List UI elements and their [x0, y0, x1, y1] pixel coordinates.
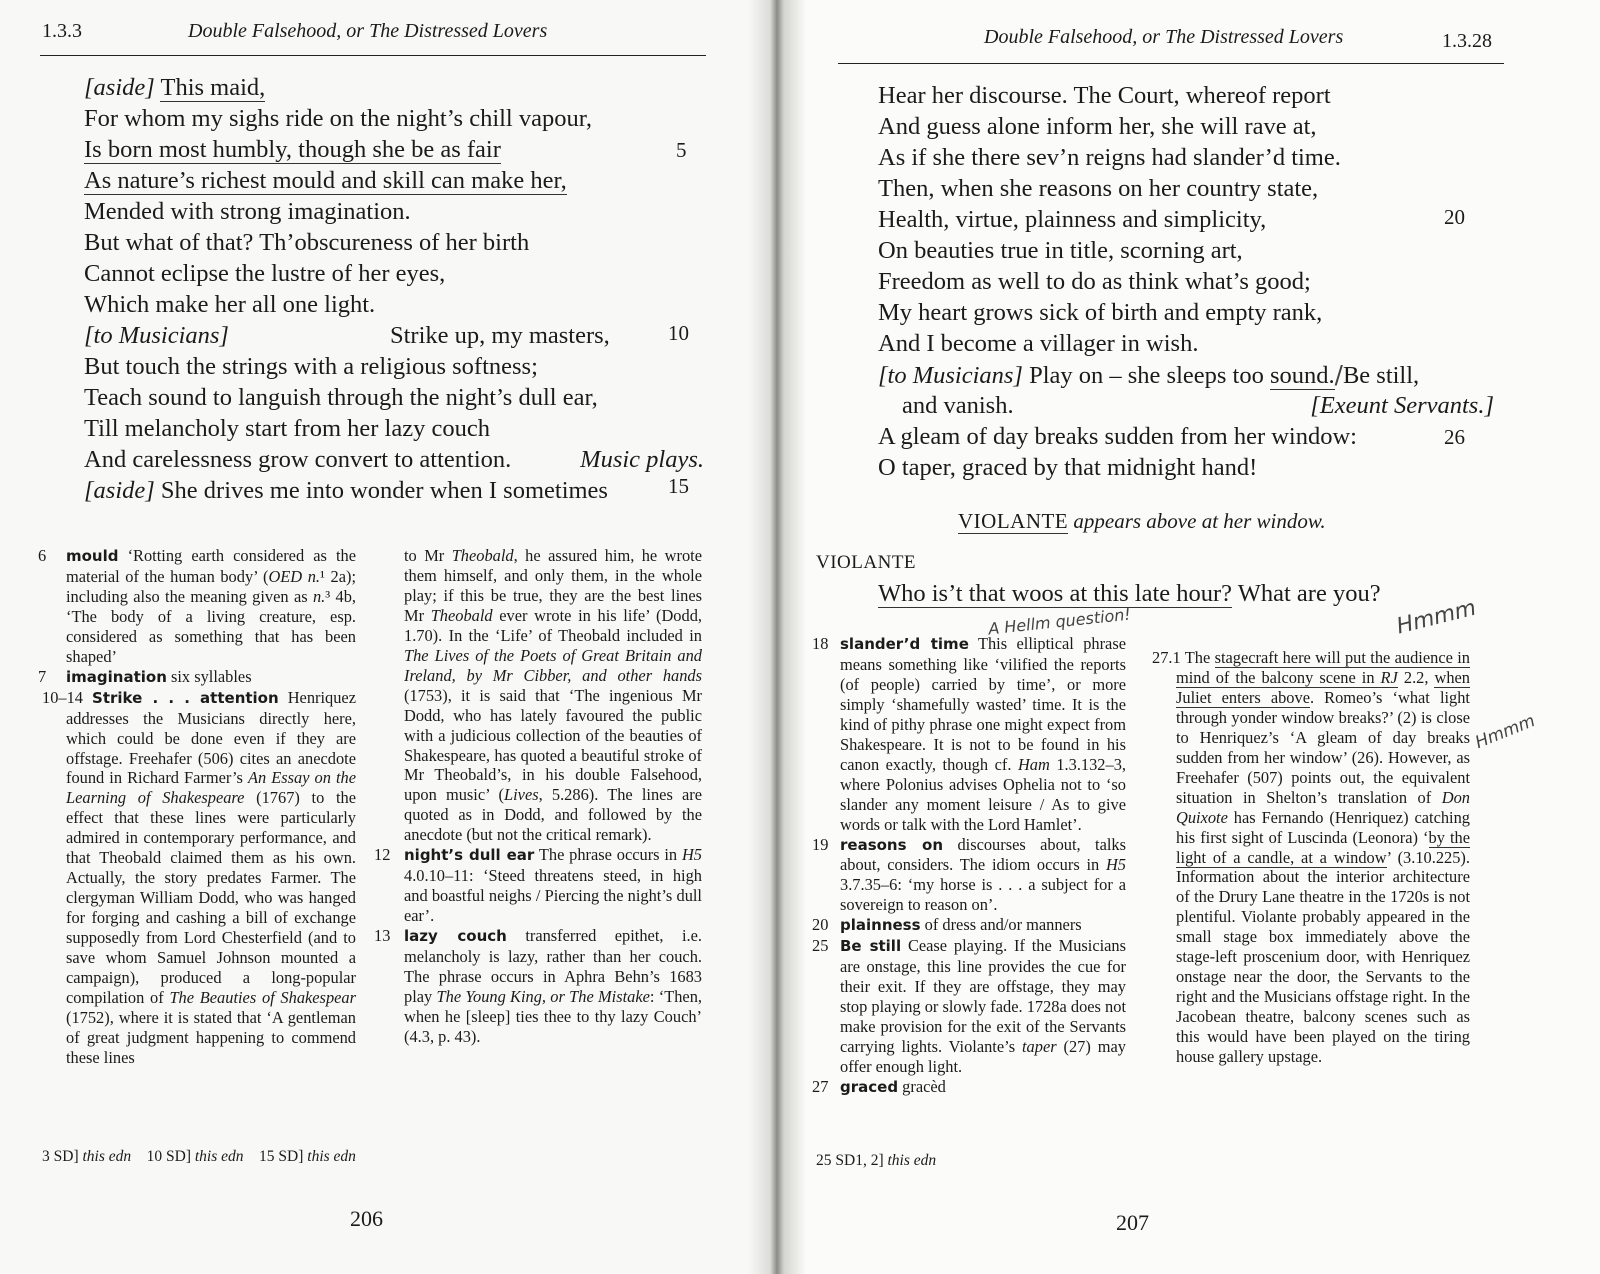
note: 7 imagination six syllables	[38, 666, 252, 686]
verse-block	[878, 80, 1494, 483]
verse-line: And carelessness grow convert to attention. Music plays.	[84, 446, 704, 473]
note: 6 mould ‘Rotting earth considered as the material of the human body’ (OED n.¹ 2a); including also the meaning given as n.³ 4b, ‘The body of a living creature, esp. considered as something that has been shaped’	[38, 546, 357, 666]
note: 19 reasons on discourses about, talks about, considers. The idiom occurs in H5 3.7.35–6: ‘my horse is . . . a subject for a sovereign to reason on’.	[812, 834, 1126, 915]
verse-block	[84, 72, 704, 506]
verse-line: And I become a villager in wish.	[878, 330, 1199, 357]
verse-line: As if she there sev’n reigns had slander’d time.	[878, 144, 1341, 171]
commentary-column-2	[374, 546, 703, 1047]
commentary-column-2	[1152, 648, 1470, 1067]
stage-direction: Music plays.	[580, 446, 704, 473]
verse-line: [to Musicians] Strike up, my masters,	[84, 322, 610, 349]
stage-direction: [Exeunt Servants.]	[1310, 392, 1494, 419]
verse-line: Hear her discourse. The Court, whereof report	[878, 82, 1331, 109]
handwritten-annotation: Hmmm	[1472, 711, 1538, 753]
commentary-column-1	[812, 634, 1126, 1098]
running-title: Double Falsehood, or The Distressed Lovers	[984, 26, 1344, 48]
verse-line: And guess alone inform her, she will rave at,	[878, 113, 1317, 140]
verse-line: [aside] She drives me into wonder when I sometimes	[84, 477, 608, 504]
verse-line: [to Musicians] Play on – she sleeps too sound./Be still,	[878, 360, 1420, 389]
header-rule	[838, 63, 1504, 64]
verse-line: Then, when she reasons on her country state,	[878, 175, 1319, 202]
commentary-column-1	[38, 546, 357, 1068]
verse-line: Health, virtue, plainness and simplicity,	[878, 206, 1267, 233]
verse-line: O taper, graced by that midnight hand!	[878, 454, 1258, 481]
page-number: 207	[1116, 1210, 1149, 1235]
verse-line: A gleam of day breaks sudden from her window:	[878, 423, 1357, 450]
page-number: 206	[350, 1206, 383, 1231]
line-number: 10	[668, 321, 689, 345]
stage-direction-notes: 25 SD1, 2] this edn	[816, 1152, 937, 1169]
right-page	[774, 0, 1600, 1274]
left-page	[0, 0, 774, 1274]
handwritten-annotation: Hmmm	[1394, 595, 1479, 640]
verse-line: and vanish. [Exeunt Servants.]	[902, 392, 1494, 419]
note: 25 Be still Cease playing. If the Musicians are onstage, this line provides the cue for their exit. If they are offstage, they may stop playing or slowly fade. 1728a does not make provision for the exit of the Servants carrying lights. Violante’s taper (27) may offer enough light.	[812, 936, 1126, 1077]
note: to Mr Theobald, he assured him, he wrote them himself, and only them, in the whole play; if this be true, they are the best lines Mr Theobald ever wrote in his life’ (Dodd, 1.70). In the ‘Life’ of Theobald included in The Lives of the Poets of Great Britain and Ireland, by Mr Cibber, and other hands (1753), it is said that ‘The ingenious Mr Dodd, who has lately favoured the public with a judicious collection of the beauties of Shakespeare, has quoted a beautiful stroke of Mr Theobald’s, in his double Falsehood, upon music’ (Lives, 5.286). The lines are quoted as in Dodd, and followed by the anecdote (but not the critical remark).	[404, 546, 703, 845]
verse-line: Till melancholy start from her lazy couch	[84, 415, 490, 442]
line-number: 5	[676, 138, 687, 162]
book-gutter	[748, 0, 806, 1274]
verse-line: Which make her all one light.	[84, 291, 376, 318]
entrance-direction: VIOLANTE appears above at her window.	[958, 509, 1326, 533]
note: 12 night’s dull ear The phrase occurs in H5 4.0.10–11: ‘Steed threatens steed, in high and boastful neighs / Piercing the night’s dull ear’.	[374, 845, 702, 926]
note: 27 graced gracèd	[812, 1076, 946, 1096]
header-rule	[40, 55, 706, 56]
verse-line: Cannot eclipse the lustre of her eyes,	[84, 260, 446, 287]
note: 18 slander’d time This elliptical phrase means something like ‘vilified the reports (of people) carried by time’, or more simply ‘shamefully wasted’ time. It is the kind of pithy phrase one might expect from Shakespeare. It is not to be found in his canon exactly, though cf. Ham 1.3.132–3, where Polonius advises Ophelia not to ‘so slander any moment leisure / As to give words or talk with the Lord Hamlet’.	[812, 634, 1126, 834]
verse-line: But what of that? Th’obscureness of her birth	[84, 229, 530, 256]
stage-direction-notes: 3 SD] this edn 10 SD] this edn 15 SD] this edn	[42, 1148, 356, 1165]
note: 13 lazy couch transferred epithet, i.e. melancholy is lazy, rather than her couch. The phrase occurs in Aphra Behn’s 1683 play The Young King, or The Mistake: ‘Then, when he [sleep] ties thee to thy lazy Couch’ (4.3, p. 43).	[374, 926, 702, 1046]
handwritten-annotation: A Hellm question!	[987, 604, 1132, 639]
note: 20 plainness of dress and/or manners	[812, 915, 1082, 935]
verse-line: [aside] This maid,	[84, 74, 266, 101]
verse-line: On beauties true in title, scorning art,	[878, 237, 1243, 264]
running-title: Double Falsehood, or The Distressed Lovers	[188, 20, 548, 42]
verse-line: But touch the strings with a religious softness;	[84, 353, 538, 380]
verse-line: For whom my sighs ride on the night’s chill vapour,	[84, 105, 593, 132]
speaker-name: VIOLANTE	[816, 552, 917, 573]
line-number: 26	[1444, 425, 1465, 449]
line-number: 20	[1444, 205, 1465, 229]
verse-line: Freedom as well to do as think what’s good;	[878, 268, 1311, 295]
act-scene-ref: 1.3.3	[42, 20, 82, 42]
verse-line: My heart grows sick of birth and empty rank,	[878, 299, 1323, 326]
line-number: 15	[668, 474, 689, 498]
verse-line: Is born most humbly, though she be as fair	[84, 136, 501, 163]
act-scene-ref: 1.3.28	[1442, 30, 1492, 52]
verse-line: Mended with strong imagination.	[84, 198, 411, 225]
speech-line: Who is’t that woos at this late hour? What are you?	[878, 580, 1381, 607]
note: 27.1 The stagecraft here will put the audience in mind of the balcony scene in RJ 2.2, when Juliet enters above. Romeo’s ‘what light through yonder window breaks?’ (2) is close to Henriquez’s ‘A gleam of day breaks sudden from her window’ (26). However, as Freehafer (507) points out, the equivalent situation in Shelton’s translation of Don Quixote has Fernando (Henriquez) catching his first sight of Luscinda (Leonora) ‘by the light of a candle, at a window’ (3.10.225). Information about the interior architecture of the Drury Lane theatre in the 1720s is not plentiful. Violante probably appeared in the small stage box immediately above the stage-left proscenium door, with Henriquez onstage near the door, the Servants to the right and the Musicians offstage right. In the Jacobean theatre, balcony scenes such as this would have been played on the tiring house gallery upstage.	[1152, 648, 1470, 1067]
verse-line: As nature’s richest mould and skill can make her,	[84, 167, 567, 194]
note: 10–14 Strike . . . attention Henriquez addresses the Musicians directly here, which could be done even if they are offstage. Freehafer (506) cites an anecdote found in Richard Farmer’s An Essay on the Learning of Shakespeare (1767) to the effect that these lines were particularly admired in contemporary performance, and that Theobald claimed them as his own. Actually, the story predates Farmer. The clergyman William Dodd, who was hanged for forging and cashing a bill of exchange supposedly from Lord Chesterfield (and to save whom Samuel Johnson mounted a campaign), produced a long-popular compilation of The Beauties of Shakespear (1752), where it is stated that ‘A gentleman of great judgment happening to commend these lines	[42, 687, 357, 1067]
verse-line: Teach sound to languish through the night’s dull ear,	[84, 384, 598, 411]
